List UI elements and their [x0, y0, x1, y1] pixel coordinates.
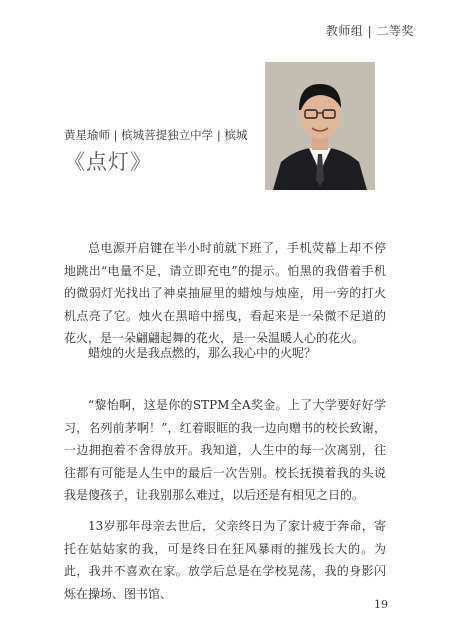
author-portrait-photo	[265, 62, 375, 190]
paragraph-4: 13岁那年母亲去世后，父亲终日为了家计疲于奔命，寄托在姑姑家的我，可是终日在狂风暴雨的摧残长大的。为此，我并不喜欢在家。放学后总是在学校晃荡，我的身影闪烁在操场、图书馆、	[64, 519, 386, 601]
page-number: 19	[374, 598, 388, 611]
paragraph-2: 蜡烛的火是我点燃的，那么我心中的火呢？	[88, 346, 317, 360]
paragraph-1: 总电源开启键在半小时前就下班了，手机荧幕上却不停地跳出“电量不足，请立即充电”的提示。怕黑的我借着手机的微弱灯光找出了神桌抽屉里的蜡烛与烛座，用一旁的打火机点亮了它。烛火在黑暗中摇曳，看起来是一朵微不足道的花火，是一朵翩翩起舞的花火，是一朵温暖人心的花火。	[64, 241, 386, 345]
author-byline: 黄星瑜师 | 槟城菩提独立中学 | 槟城	[64, 128, 248, 142]
paragraph-3: “黎怡啊，这是你的STPM全A奖金。上了大学要好好学习，名列前茅啊！”，红着眼眶的我一边向赠书的校长致谢，一边拥抱着不舍得放开。我知道，人生中的每一次离别，往往都有可能是人生中的最后一次告别。校长抚摸着我的头说我是傻孩子，让我别那么难过，以后还是有相见之日的。	[64, 398, 386, 502]
award-category: 教师组 | 二等奖	[325, 24, 414, 38]
article-title: 《点灯》	[64, 150, 152, 174]
